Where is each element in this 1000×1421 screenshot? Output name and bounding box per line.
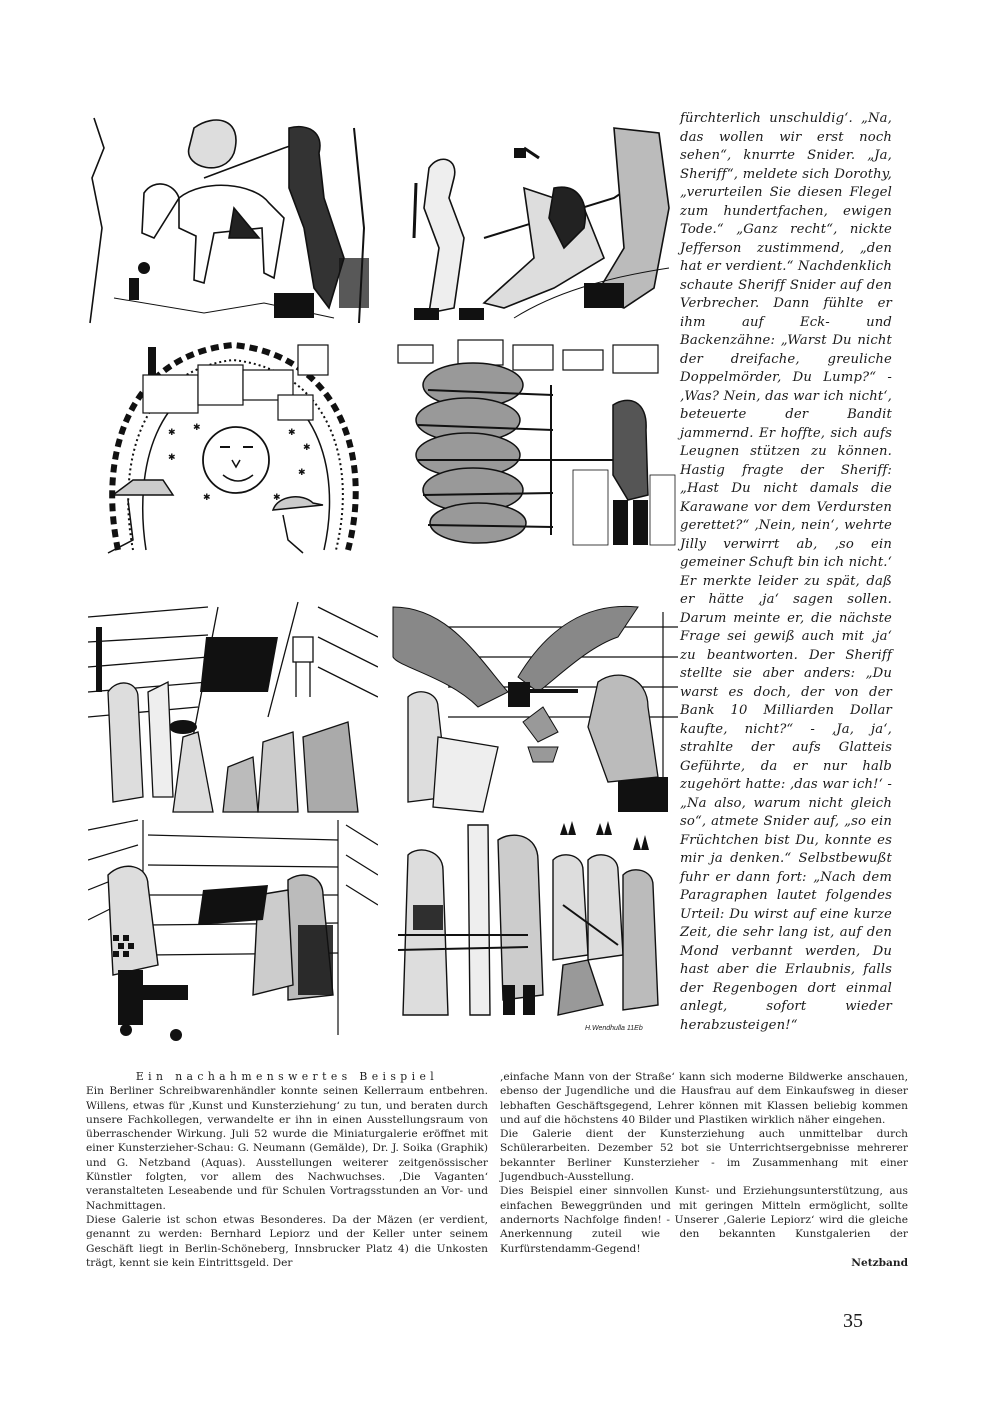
artist-signature: H.Wendhulla 11Eb [585, 1025, 643, 1032]
article-right-column [500, 1070, 908, 1270]
saloon-crowd-drawing [88, 597, 378, 819]
story-text: fürchterlich unschuldig‘. „Na, das wollen wir erst noch sehen“, knurrte Snider. „Ja, Sheriff“, meldete sich Dorothy, „verurteilen Sie diesen Flegel zum hundertfachen, ewigen Tode.“ „Ganz recht“, nickte Jefferson zustimmend, „den hat er verdient.“ Nachdenklich schaute Sheriff Snider auf den Verbrecher. Dann fühlte er ihm auf Eck- und Backenzähne: „Warst Du nicht der dreifache, greuliche Doppelmörder, Du Lump?“ - ‚Was? Nein, das war ich nicht‘, beteuerte der Bandit jammernd. Er hoffte, sich aufs Leugnen stützen zu können. Hastig fragte der Sheriff: „Hast Du nicht damals die Karawane vor dem Verdursten gerettet?“ ‚Nein, nein‘, wehrte Jilly verwirrt ab, ‚so ein gemeiner Schuft bin ich nicht.‘ Er merkte leider zu spät, daß er hätte ‚ja‘ sagen sollen. Darum meinte er, die nächste Frage sei gewiß auch mit ‚ja‘ zu beantworten. Der Sheriff stellte sie aber anders: „Du warst es doch, der von der Bank 10 Milliarden Dollar kaufte, nicht?“ - ‚Ja, ja‘, strahlte der aufs Glatteis Geführte, da er nur halb zugehört hatte: ‚das war ich!‘ - „Na also, warum nicht gleich so“, atmete Snider auf, „so ein Früchtchen bist Du, konnte es mir ja denken.“ Selbstbewußt fuhr er dann fort: „Nach dem Paragraphen lautet folgendes Urteil: Du wirst auf eine kurze Zeit, die sehr lang ist, auf den Mond verbannt werden, Du hast aber die Erlaubnis, falls der Regenbogen dort einmal anlegt, sofort wieder herabzusteigen!“ [680, 111, 892, 1033]
illustration-elephants [388, 335, 680, 555]
svg-text:✱: ✱ [273, 493, 281, 503]
illustration-horse-rider [84, 108, 376, 330]
svg-text:✱: ✱ [303, 443, 311, 453]
tumbling-figures-drawing [384, 108, 676, 330]
article-headline: Ein nachahmenswertes Beispiel [135, 1070, 439, 1083]
moon-rainbow-drawing [88, 335, 378, 560]
story-column [680, 110, 892, 1035]
illustration-indians-tree [388, 815, 680, 1025]
article-left-column [86, 1070, 488, 1270]
article-paragraph: Die Galerie dient der Kunsterziehung auch unmittelbar durch Schülerarbeiten. Dezember 52 bot sie Unterrichtsergebnisse mehrerer bekannter Berliner Kunsterzieher - im Zusammenhang mit einer Jugendbuch-Ausstellung. [500, 1128, 908, 1184]
illustration-moon-rainbow [88, 335, 378, 560]
illustration-flute-player [388, 597, 680, 819]
svg-text:✱: ✱ [168, 453, 176, 463]
horse-rider-drawing [84, 108, 376, 330]
svg-text:✱: ✱ [168, 428, 176, 438]
svg-text:✱: ✱ [203, 493, 211, 503]
svg-text:✱: ✱ [288, 428, 296, 438]
indians-tree-drawing [388, 815, 680, 1025]
svg-text:✱: ✱ [298, 468, 306, 478]
illustration-saloon-crowd [88, 597, 378, 819]
svg-text:✱: ✱ [193, 423, 201, 433]
elephants-drawing [388, 335, 680, 555]
article-paragraph: Dies Beispiel einer sinnvollen Kunst- und Erziehungsunterstützung, aus einfachen Beweggründen und mit geringen Mitteln ermöglicht, sollte andernorts Nachfolge finden! - Unserer ‚Galerie Lepiorz‘ wird die gleiche Anerkennung zuteil wie den bekannten Kunstgalerien der Kurfürstendamm-Gegend! [500, 1185, 908, 1255]
illustration-tumbling-figures [384, 108, 676, 330]
article-paragraph: ‚einfache Mann von der Straße‘ kann sich moderne Bildwerke anschauen, ebenso der Jugendliche und die Hausfrau auf dem Einkaufsweg in dieser lebhaften Geschäftsgegend, Lehrer können mit Klassen beliebig kommen und auf die höchstens 40 Bilder und Plastiken wirklich näher eingehen. [500, 1071, 908, 1126]
article-paragraph: Ein Berliner Schreibwarenhändler konnte seinen Kellerraum entbehren. Willens, etwas für ‚Kunst und Kunsterziehung‘ zu tun, und beraten durch unsere Fachkollegen, verwandelte er ihn in einen Ausstellungsraum von überraschender Wirkung. Juli 52 wurde die Miniaturgalerie eröffnet mit einer Kunsterzieher-Schau: G. Neumann (Gemälde), Dr. J. Soika (Graphik) und G. Netzband (Aquas). Ausstellungen weiterer zeitgenössischer Künstler folgten, vor allem des Nachwuchses. ‚Die Vaganten‘ veranstalteten Leseabende und für Schulen Vortragsstunden an Vor- und Nachmittagen. [86, 1085, 488, 1212]
flute-player-drawing [388, 597, 680, 819]
cabin-scuffle-drawing [88, 815, 378, 1045]
illustration-cabin-scuffle [88, 815, 378, 1045]
page-number: 35 [843, 1310, 863, 1332]
article-paragraph: Diese Galerie ist schon etwas Besonderes. Da der Mäzen (er verdient, genannt zu werden: Bernhard Lepiorz und der Keller unter seinem Geschäft liegt in Berlin-Schöneberg, Innsbrucker Platz 4) die Unkosten trägt, kennt sie kein Eintrittsgeld. Der [86, 1213, 488, 1269]
article-author-signature: Netzband [851, 1256, 908, 1269]
